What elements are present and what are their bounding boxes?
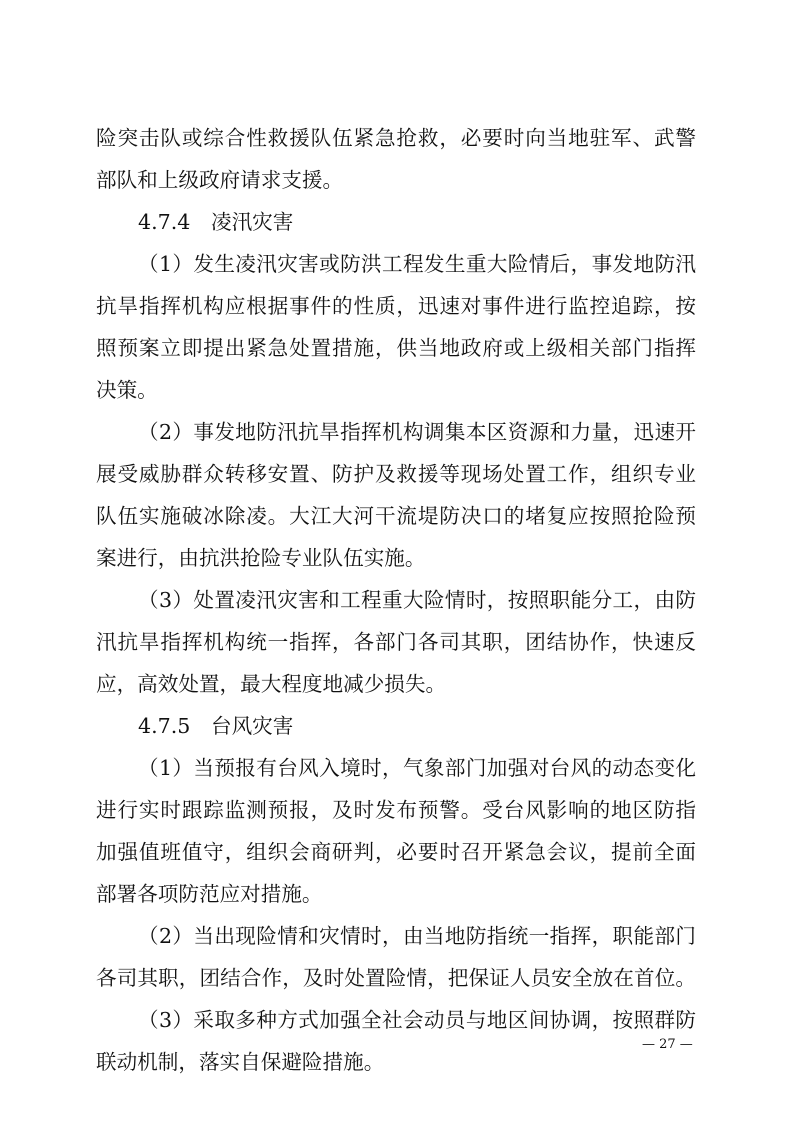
text-line: 决策。: [96, 378, 158, 402]
text-line: 部队和上级政府请求支援。: [96, 168, 344, 192]
section-heading: 4.7.4 凌汛灾害: [138, 210, 294, 234]
text-line: 险突击队或综合性救援队伍紧急抢救，必要时向当地驻军、武警: [96, 126, 696, 150]
text-line: （2）事发地防汛抗旱指挥机构调集本区资源和力量，迅速开: [138, 420, 696, 444]
text-line: 应，高效处置，最大程度地减少损失。: [96, 672, 447, 696]
text-line: 部署各项防范应对措施。: [96, 882, 323, 906]
page-number: — 27 —: [642, 1037, 693, 1052]
text-line: 展受威胁群众转移安置、防护及救援等现场处置工作，组织专业: [96, 462, 696, 486]
text-line: 汛抗旱指挥机构统一指挥，各部门各司其职，团结协作，快速反: [96, 630, 696, 654]
text-line: （2）当出现险情和灾情时，由当地防指统一指挥，职能部门: [138, 924, 696, 948]
section-heading: 4.7.5 台风灾害: [138, 714, 294, 738]
text-line: 抗旱指挥机构应根据事件的性质，迅速对事件进行监控追踪，按: [96, 294, 696, 318]
text-line: 各司其职，团结合作，及时处置险情，把保证人员安全放在首位。: [96, 966, 696, 990]
text-line: 照预案立即提出紧急处置措施，供当地政府或上级相关部门指挥: [96, 336, 696, 360]
text-line: （1）发生凌汛灾害或防洪工程发生重大险情后，事发地防汛: [138, 252, 696, 276]
text-line: 加强值班值守，组织会商研判，必要时召开紧急会议，提前全面: [96, 840, 696, 864]
text-line: 进行实时跟踪监测预报，及时发布预警。受台风影响的地区防指: [96, 798, 696, 822]
text-line: 队伍实施破冰除凌。大江大河干流堤防决口的堵复应按照抢险预: [96, 504, 696, 528]
text-line: 案进行，由抗洪抢险专业队伍实施。: [96, 546, 426, 570]
text-line: 联动机制，落实自保避险措施。: [96, 1050, 385, 1074]
text-line: （1）当预报有台风入境时，气象部门加强对台风的动态变化: [138, 756, 696, 780]
text-line: （3）处置凌汛灾害和工程重大险情时，按照职能分工，由防: [138, 588, 696, 612]
text-line: （3）采取多种方式加强全社会动员与地区间协调，按照群防: [138, 1008, 696, 1032]
